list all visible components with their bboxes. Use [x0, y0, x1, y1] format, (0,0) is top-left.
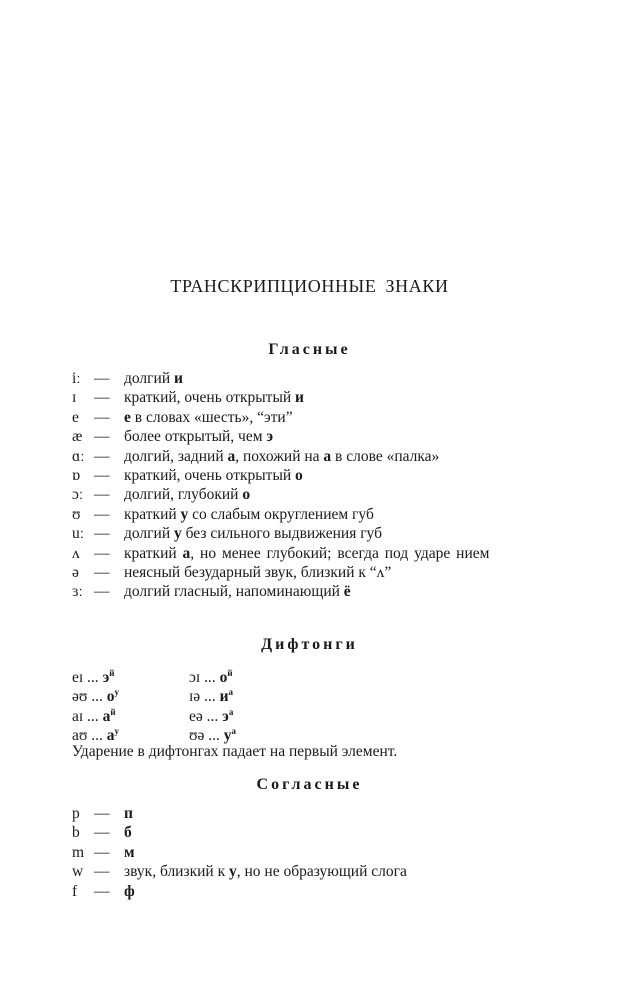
vowel-row: uː — долгий у без сильного выдвижения губ [72, 525, 382, 543]
vowel-row: ə — неясный безударный звук, близкий к “ʌ” [72, 564, 392, 582]
vowel-row: ɔː — долгий, глубокий о [72, 486, 251, 504]
vowel-row: e — е в словах «шесть», “эти” [72, 408, 293, 426]
vowel-row: ɪ — краткий, очень открытый и [72, 389, 304, 407]
consonants-list [72, 804, 542, 901]
consonant-row: b — б [72, 824, 132, 842]
vowel-row: iː — долгий и [72, 370, 183, 387]
vowel-row: ʊ — краткий у со слабым округлением губ [72, 505, 374, 523]
vowel-row: ɒ — краткий, очень открытый о [72, 467, 303, 485]
diphthong-stress-note: Ударение в дифтонгах падает на первый элемент. [72, 742, 398, 760]
consonant-row: p — п [72, 805, 133, 822]
vowels-heading: Гласные [268, 341, 351, 358]
consonant-row: m — м [72, 843, 135, 861]
vowel-row: ɜː — долгий гласный, напоминающий ё [72, 583, 351, 601]
diphthong-row: aʊ ... $а^у$ ʊə ... $у^а$ [72, 726, 237, 745]
diphthongs-list [72, 664, 542, 761]
consonants-heading: Согласные [256, 776, 363, 793]
vowel-row: ʌ — краткий а, но менее глубокий; всегда под ударе нием [72, 544, 490, 562]
diphthong-row: aɪ ... $а^й$ eə ... $э^а$ [72, 706, 234, 725]
diphthong-row: əʊ ... $о^у$ ɪə ... $и^а$ [72, 687, 233, 706]
diphthong-row: eɪ ... $э^й$ ɔɪ ... $о^й$ [72, 668, 233, 686]
vowels-list [72, 369, 542, 602]
consonant-row: f — ф [72, 882, 135, 900]
diphthongs-heading: Дифтонги [261, 636, 358, 653]
vowel-row: æ — более открытый, чем э [72, 428, 274, 446]
vowel-row: ɑː — долгий, задний а, похожий на а в слове «палка» [72, 447, 440, 465]
consonant-row: w — звук, близкий к у, но не образующий слога [72, 863, 407, 881]
page-title: ТРАНСКРИПЦИОННЫЕ ЗНАКИ [170, 276, 449, 296]
